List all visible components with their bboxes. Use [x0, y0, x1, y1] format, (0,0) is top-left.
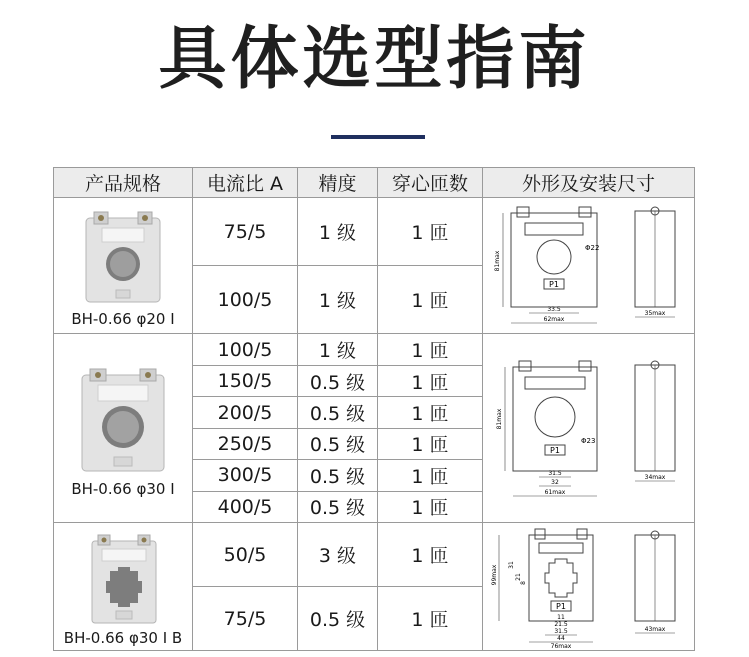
side-dim-1: 31	[507, 560, 515, 569]
depth-dim: 35max	[644, 309, 665, 317]
title-underline	[331, 135, 425, 139]
ratio-cell: 75/5	[193, 198, 298, 266]
mount-dim-1: 31.5	[547, 470, 562, 478]
mount-dim-2: 32	[550, 479, 559, 487]
product-cell	[54, 334, 193, 523]
plate-label: P1	[548, 279, 559, 289]
accuracy-cell: 0.5 级	[298, 491, 378, 522]
product-cell	[54, 198, 193, 334]
header-accuracy: 精度	[298, 168, 378, 198]
header-dimensions: 外形及安装尺寸	[483, 168, 695, 198]
ratio-cell: 100/5	[193, 266, 298, 334]
accuracy-cell: 0.5 级	[298, 397, 378, 428]
hole-dim: Φ22	[584, 243, 599, 252]
accuracy-cell: 0.5 级	[298, 460, 378, 491]
table-row	[54, 523, 695, 587]
dimension-drawing	[489, 525, 689, 649]
accuracy-cell: 0.5 级	[298, 587, 378, 651]
plate-label: P1	[555, 601, 566, 611]
page-title: 具体选型指南	[158, 20, 591, 99]
ratio-cell: 400/5	[193, 491, 298, 522]
dim-2: 21.5	[553, 620, 568, 628]
turns-cell: 1 匝	[378, 491, 483, 522]
transformer-image	[68, 363, 178, 478]
turns-cell: 1 匝	[378, 428, 483, 459]
dim-4: 44	[556, 634, 565, 642]
header-turns: 穿心匝数	[378, 168, 483, 198]
dimension-drawing-cell	[483, 523, 695, 651]
mount-dim: 33.5	[546, 305, 561, 313]
header-current-ratio: 电流比 A	[193, 168, 298, 198]
ratio-cell: 100/5	[193, 334, 298, 365]
dimension-drawing	[489, 353, 689, 503]
product-label: BH-0.66 φ30 I	[71, 479, 175, 498]
accuracy-cell: 0.5 级	[298, 365, 378, 396]
dimension-drawing-cell	[483, 334, 695, 523]
turns-cell: 1 匝	[378, 198, 483, 266]
ratio-cell: 50/5	[193, 523, 298, 587]
turns-cell: 1 匝	[378, 397, 483, 428]
dim-3: 31.5	[553, 627, 568, 635]
ratio-cell: 250/5	[193, 428, 298, 459]
turns-cell: 1 匝	[378, 523, 483, 587]
ratio-cell: 150/5	[193, 365, 298, 396]
width-dim: 62max	[543, 315, 564, 323]
turns-cell: 1 匝	[378, 365, 483, 396]
turns-cell: 1 匝	[378, 460, 483, 491]
width-dim: 76max	[550, 642, 571, 649]
ratio-cell: 75/5	[193, 587, 298, 651]
turns-cell: 1 匝	[378, 266, 483, 334]
width-dim: 61max	[544, 489, 565, 497]
selection-table	[53, 167, 695, 651]
hole-dim: Φ23	[580, 437, 595, 446]
side-dim-2: 21	[514, 572, 522, 581]
product-label: BH-0.66 φ30 I B	[63, 628, 183, 647]
height-dim: 81max	[495, 408, 503, 430]
accuracy-cell: 3 级	[298, 523, 378, 587]
table-row	[54, 334, 695, 365]
accuracy-cell: 0.5 级	[298, 428, 378, 459]
depth-dim: 43max	[644, 625, 665, 633]
plate-label: P1	[549, 446, 560, 456]
height-dim: 81max	[493, 250, 501, 272]
table-row	[54, 198, 695, 266]
dimension-drawing-cell	[483, 198, 695, 334]
product-cell	[54, 523, 193, 651]
ratio-cell: 200/5	[193, 397, 298, 428]
side-dim-3: 8	[519, 580, 527, 585]
transformer-image	[68, 531, 178, 627]
dim-1: 11	[556, 613, 565, 621]
accuracy-cell: 1 级	[298, 266, 378, 334]
turns-cell: 1 匝	[378, 334, 483, 365]
accuracy-cell: 1 级	[298, 334, 378, 365]
dimension-drawing	[489, 201, 689, 331]
accuracy-cell: 1 级	[298, 198, 378, 266]
transformer-image	[68, 208, 178, 308]
header-product-spec: 产品规格	[54, 168, 193, 198]
product-label: BH-0.66 φ20 I	[71, 309, 175, 328]
table-header-row	[54, 168, 695, 198]
height-dim: 99max	[490, 564, 498, 585]
depth-dim: 34max	[644, 474, 665, 482]
turns-cell: 1 匝	[378, 587, 483, 651]
ratio-cell: 300/5	[193, 460, 298, 491]
